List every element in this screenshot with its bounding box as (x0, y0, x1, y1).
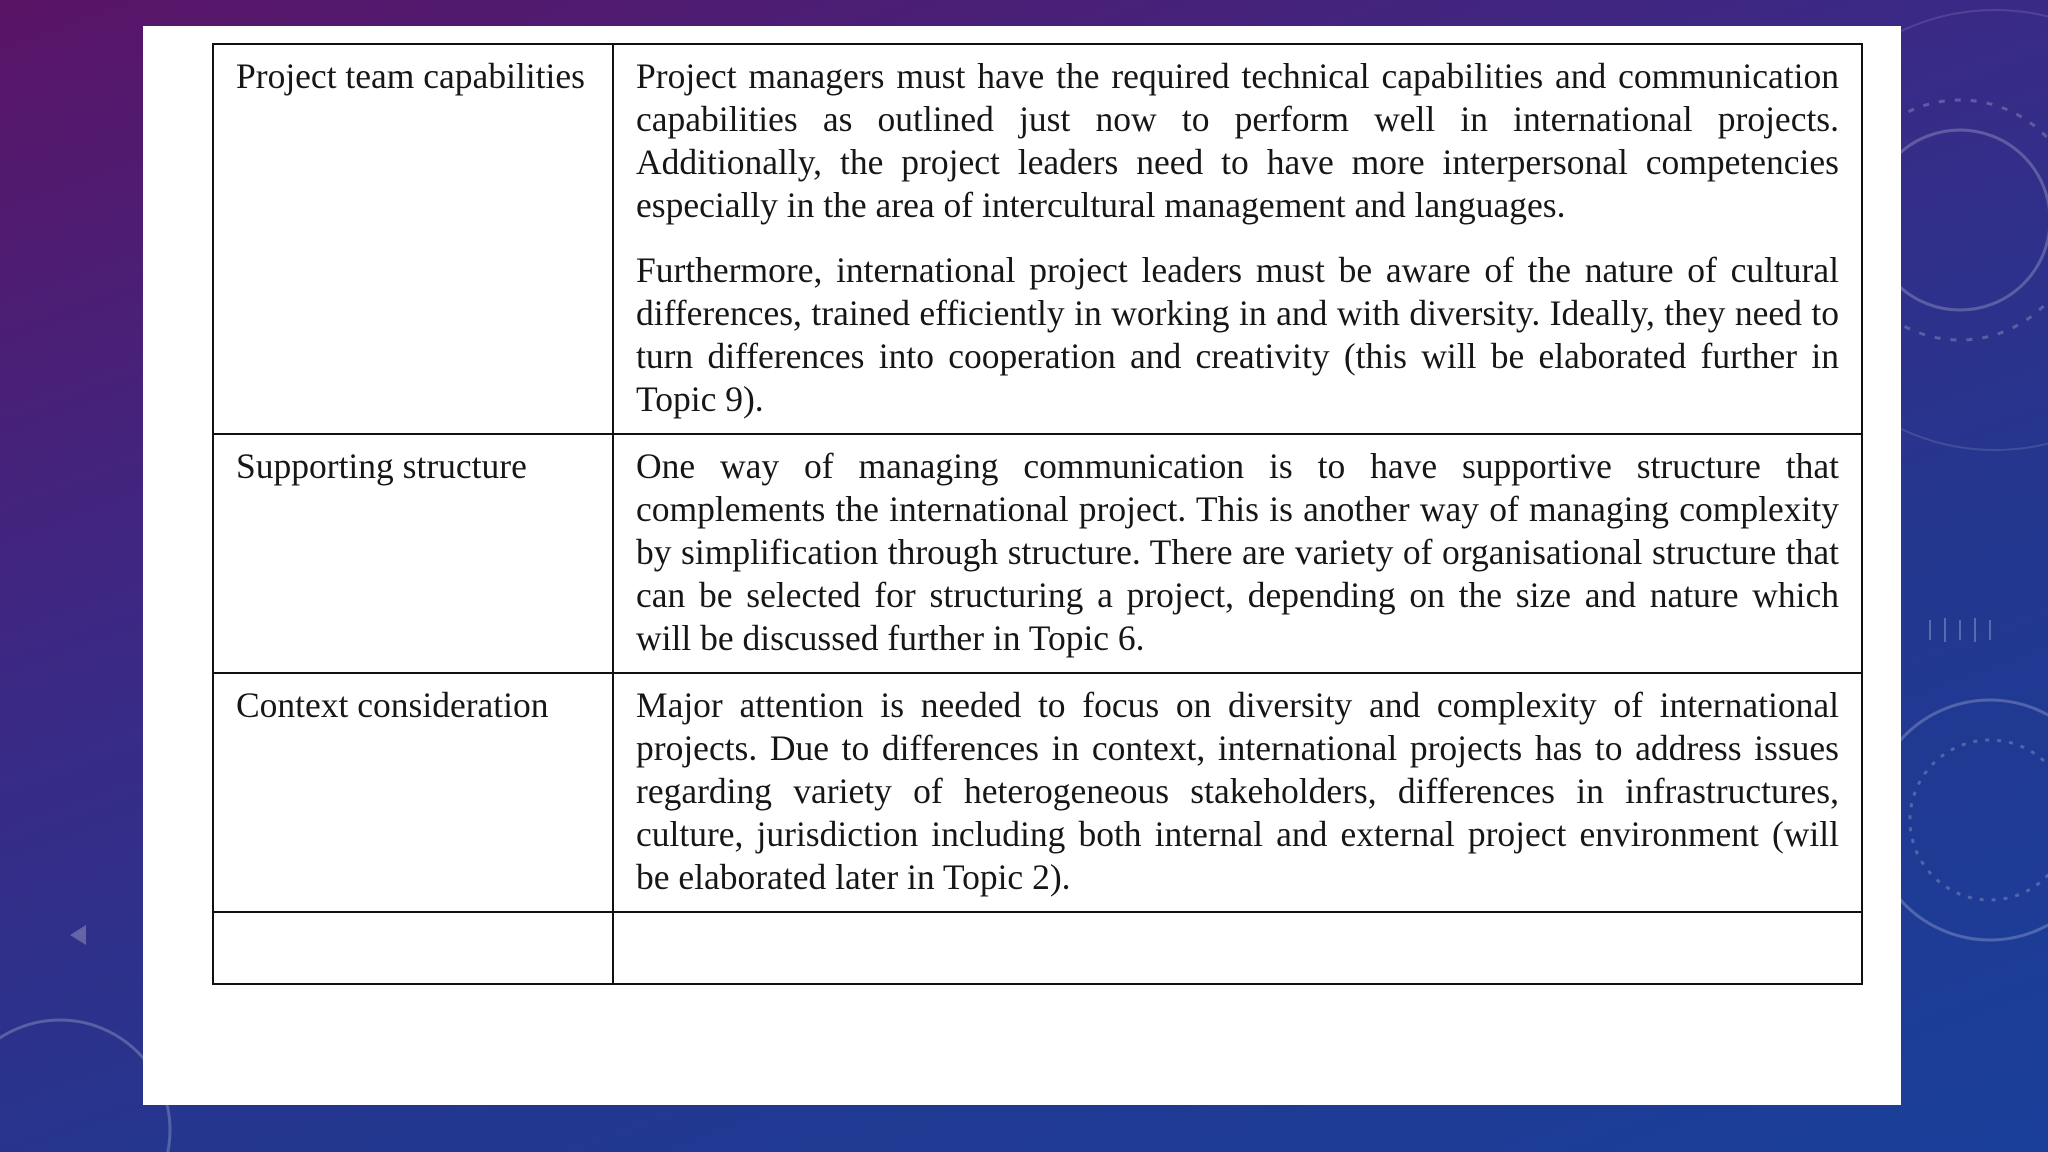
document-page (143, 26, 1901, 1105)
table-row (213, 44, 1862, 434)
description-cell (613, 434, 1862, 673)
term-cell: Project team capabilities (213, 44, 613, 434)
table-row (213, 434, 1862, 673)
paragraph: Major attention is needed to focus on diversity and complexity of international projects. Due to differences in context, international projects has to address issues regarding variety of heterogeneous stakeholders, differences in infrastructures, culture, jurisdiction including both internal and external project environment (will be elaborated later in Topic 2). (636, 685, 1839, 897)
term-cell-empty (213, 912, 613, 984)
description-cell (613, 673, 1862, 912)
table-row-partial (213, 912, 1862, 984)
document-table (212, 43, 1863, 985)
term-cell: Supporting structure (213, 434, 613, 673)
description-cell-empty (613, 912, 1862, 984)
paragraph: Furthermore, international project leaders must be aware of the nature of cultural differences, trained efficiently in working in and with diversity. Ideally, they need to turn differences into cooperation and creativity (this will be elaborated further in Topic 9). (636, 250, 1839, 419)
paragraph: One way of managing communication is to have supportive structure that complements the international project. This is another way of managing complexity by simplification through structure. There are variety of organisational structure that can be selected for structuring a project, depending on the size and nature which will be discussed further in Topic 6. (636, 446, 1839, 658)
term-cell: Context consideration (213, 673, 613, 912)
description-cell (613, 44, 1862, 434)
paragraph: Project managers must have the required technical capabilities and communication capabilities as outlined just now to perform well in international projects. Additionally, the project leaders need to have more interpersonal competencies especially in the area of intercultural management and languages. (636, 56, 1839, 225)
table-row (213, 673, 1862, 912)
